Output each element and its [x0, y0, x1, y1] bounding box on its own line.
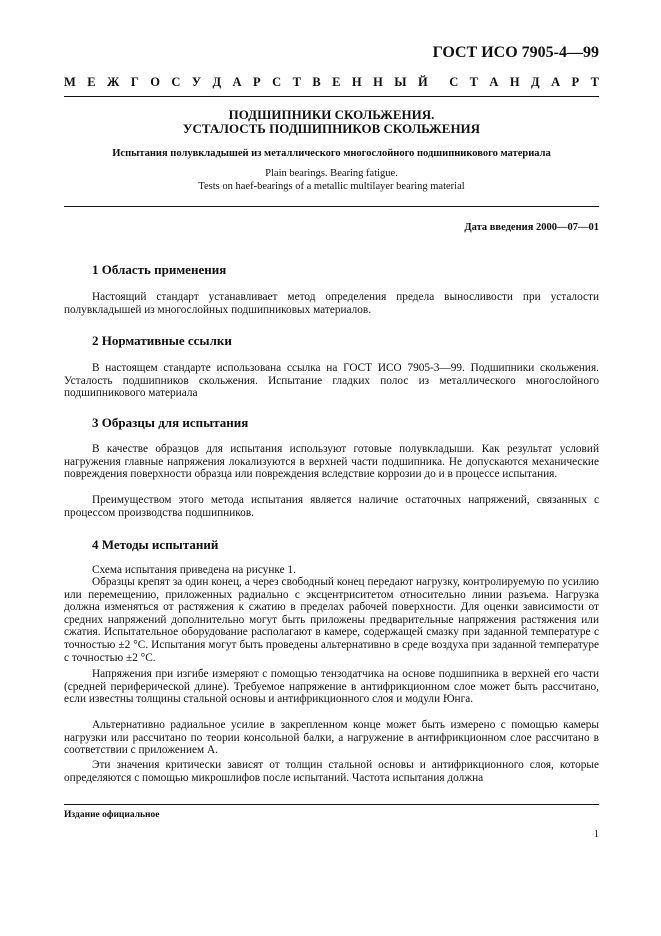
band-letter: Р	[253, 75, 261, 89]
band-letter: Г	[130, 75, 139, 89]
band-letter: У	[191, 75, 202, 89]
standard-code: ГОСТ ИСО 7905-4—99	[432, 44, 599, 61]
band-letter: Й	[417, 75, 428, 89]
band-letter: С	[449, 75, 459, 89]
document-subtitle: Испытания полувкладышей из металлического многослойного подшипникового материала	[112, 148, 551, 159]
section-1-heading: 1 Область применения	[92, 262, 227, 277]
band-letter: Н	[373, 75, 383, 89]
band-letter: С	[171, 75, 181, 89]
page-number: 1	[593, 829, 599, 840]
header-rule	[64, 96, 599, 97]
title-line-2: УСТАЛОСТЬ ПОДШИПНИКОВ СКОЛЬЖЕНИЯ	[182, 121, 481, 136]
english-title-line-1: Plain bearings. Bearing fatigue.	[265, 168, 398, 179]
title-line-1: ПОДШИПНИКИ СКОЛЬЖЕНИЯ.	[228, 107, 435, 122]
section-2-heading: 2 Нормативные ссылки	[92, 333, 232, 348]
band-letter: Р	[571, 75, 580, 89]
band-left-text	[64, 75, 428, 90]
section-4-heading: 4 Методы испытаний	[92, 537, 219, 552]
band-letter: А	[232, 75, 242, 89]
section-3-paragraph-1: В качестве образцов для испытания используют готовые полувкладыши. Как результат условий нагружения главные напряжения локализуются в верхней части подшипника. Не допускаются механические повреждения поверхности образца или повреждения вследствие коррозии до и в процессе испытания.	[64, 443, 599, 481]
section-4-paragraph-1: Схема испытания приведена на рисунке 1.	[92, 564, 296, 576]
band-letter: Т	[590, 75, 599, 89]
band-letter: А	[489, 75, 499, 89]
band-letter: С	[272, 75, 282, 89]
section-3-paragraph-2: Преимуществом этого метода испытания является наличие остаточных напряжений, связанных с процессом производства подшипников.	[64, 494, 599, 519]
standard-band	[64, 75, 599, 90]
band-letter: Е	[332, 75, 341, 89]
footer-rule	[64, 804, 599, 805]
band-letter: Н	[351, 75, 362, 89]
band-letter: Н	[509, 75, 520, 89]
band-letter: Т	[292, 75, 301, 89]
band-letter: Е	[87, 75, 96, 89]
official-edition-note: Издание официальное	[64, 810, 160, 820]
title-rule	[64, 206, 599, 207]
english-title-line-2: Tests on haef-bearings of a metallic multilayer bearing material	[198, 180, 465, 192]
section-4-paragraph-4: Альтернативно радиальное усилие в закрепленном конце может быть измерено с помощью камеры нагрузки или рассчитано по теории консольной балки, а нагружение в антифрикционном слое рассчитано в соответствии с приложением А.	[64, 719, 599, 757]
band-letter: Д	[531, 75, 540, 89]
section-1-paragraph-1: Настоящий стандарт устанавливает метод определения предела выносливости при усталости полувкладышей из многослойных подшипниковых материалов.	[64, 291, 599, 316]
section-2-paragraph-1: В настоящем стандарте использована ссылка на ГОСТ ИСО 7905-3—99. Подшипники скольжения. Усталость подшипников скольжения. Испытание гладких полос из металлического многослойного подшипникового материала	[64, 362, 599, 400]
section-4-paragraph-3: Напряжения при изгибе измеряют с помощью тензодатчика на основе подшипника в верхней его части (средней периферической длине). Требуемое напряжение в антифрикционном слое может быть рассчитано, если известны толщины стальной основы и антифрикционного слоя и модули Юнга.	[64, 668, 599, 706]
document-title	[64, 108, 599, 136]
band-letter: Ы	[394, 75, 407, 89]
band-letter: Д	[212, 75, 222, 89]
band-right-text	[449, 75, 599, 90]
section-4-paragraph-2: Образцы крепят за один конец, а через свободный конец передают нагрузку, контролируемую по усилию или перемещению, приложенных радиально с эксцентриситетом относительно линии разъема. Нагрузка должна изменяться от растяжения к сжатию в пределах рабочей поверхности. Для оценки зависимости от средних напряжений дополнительно могут быть приложены предварительные напряжения растяжения или сжатия. Испытательное оборудование располагают в камере, содержащей смазку при заданной температуре с точностью ±2 °С. Испытания могут быть проведены альтернативно в среде воздуха при заданной температуре с точностью ±2 °С.	[64, 576, 599, 664]
section-4-paragraph-5: Эти значения критически зависят от толщин стальной основы и антифрикционного слоя, которые определяются с помощью микрошлифов после испытаний. Частота испытания должна	[64, 759, 599, 784]
effective-date: Дата введения 2000—07—01	[464, 222, 599, 233]
english-title	[64, 168, 599, 193]
band-letter: М	[64, 75, 76, 89]
band-letter: Т	[469, 75, 478, 89]
section-3-heading: 3 Образцы для испытания	[92, 415, 249, 430]
band-letter: А	[551, 75, 561, 89]
band-letter: О	[150, 75, 160, 89]
band-letter: Ж	[107, 75, 120, 89]
band-letter: В	[312, 75, 321, 89]
